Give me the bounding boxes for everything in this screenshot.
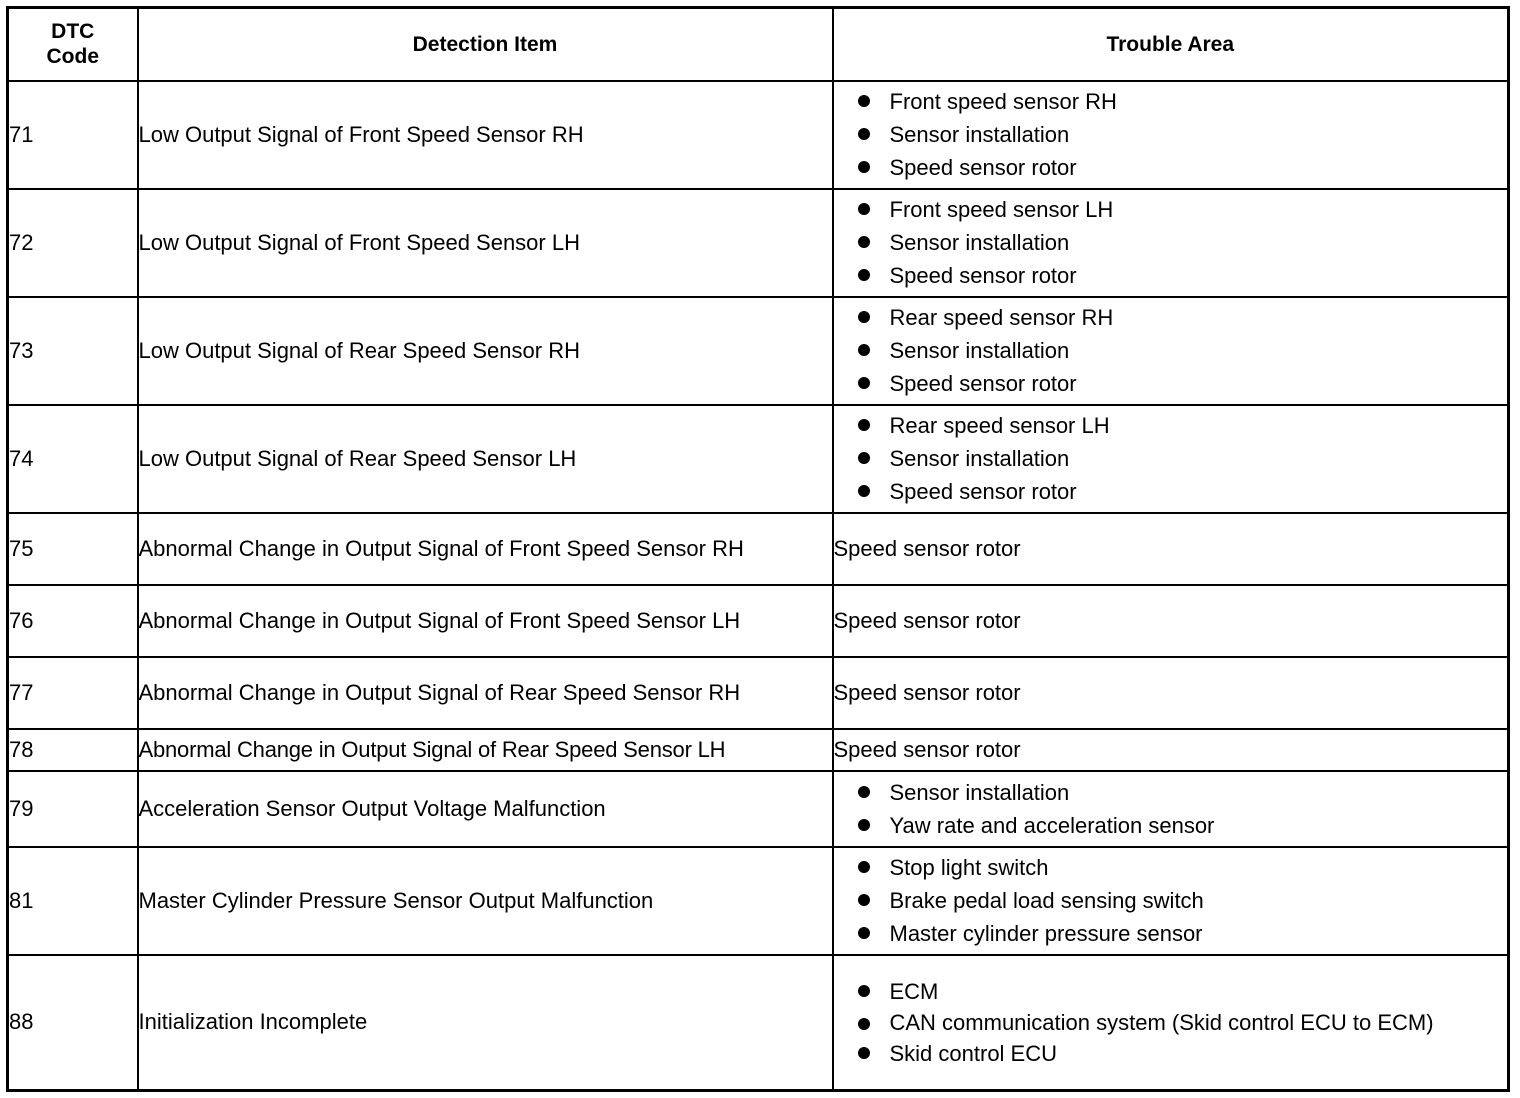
header-detection-item: Detection Item xyxy=(138,8,833,81)
header-trouble-area: Trouble Area xyxy=(833,8,1509,81)
table-row xyxy=(8,81,1509,189)
dtc-code-cell: 88 xyxy=(8,955,138,1091)
table-header-row xyxy=(8,8,1509,81)
dtc-code-cell: 78 xyxy=(8,729,138,771)
trouble-area-item: Sensor installation xyxy=(858,226,1508,259)
trouble-area-list xyxy=(834,193,1508,292)
detection-item-cell: Acceleration Sensor Output Voltage Malfunction xyxy=(138,771,833,847)
dtc-code-cell: 74 xyxy=(8,405,138,513)
dtc-code-cell: 71 xyxy=(8,81,138,189)
detection-item-cell: Low Output Signal of Front Speed Sensor LH xyxy=(138,189,833,297)
header-dtc-code-line1: DTC xyxy=(51,20,95,44)
detection-item-cell: Abnormal Change in Output Signal of Rear Speed Sensor RH xyxy=(138,657,833,729)
trouble-area-item: Sensor installation xyxy=(858,334,1508,367)
trouble-area-item: Speed sensor rotor xyxy=(858,151,1508,184)
trouble-area-item: Master cylinder pressure sensor xyxy=(858,917,1508,950)
trouble-area-cell: Speed sensor rotor xyxy=(833,585,1509,657)
detection-item-cell: Low Output Signal of Rear Speed Sensor RH xyxy=(138,297,833,405)
dtc-code-cell: 77 xyxy=(8,657,138,729)
table-row xyxy=(8,955,1509,1091)
detection-item-cell: Abnormal Change in Output Signal of Front Speed Sensor RH xyxy=(138,513,833,585)
trouble-area-item: Sensor installation xyxy=(858,442,1508,475)
trouble-area-list xyxy=(834,301,1508,400)
trouble-area-cell xyxy=(833,81,1509,189)
detection-item-cell: Initialization Incomplete xyxy=(138,955,833,1091)
table-row xyxy=(8,297,1509,405)
trouble-area-cell xyxy=(833,771,1509,847)
trouble-area-cell xyxy=(833,405,1509,513)
table-row xyxy=(8,657,1509,729)
trouble-area-cell xyxy=(833,847,1509,955)
table-row xyxy=(8,189,1509,297)
trouble-area-item: Speed sensor rotor xyxy=(858,475,1508,508)
trouble-area-cell: Speed sensor rotor xyxy=(833,657,1509,729)
detection-item-cell: Abnormal Change in Output Signal of Front Speed Sensor LH xyxy=(138,585,833,657)
trouble-area-item: Skid control ECU xyxy=(858,1037,1508,1070)
dtc-table xyxy=(6,6,1510,1092)
detection-item-cell: Abnormal Change in Output Signal of Rear Speed Sensor LH xyxy=(138,729,833,771)
trouble-area-item: Front speed sensor RH xyxy=(858,85,1508,118)
trouble-area-item: Rear speed sensor LH xyxy=(858,409,1508,442)
header-dtc-code xyxy=(8,8,138,81)
trouble-area-item: Yaw rate and acceleration sensor xyxy=(858,809,1508,842)
table-row xyxy=(8,771,1509,847)
table-row xyxy=(8,513,1509,585)
trouble-area-item: Speed sensor rotor xyxy=(858,367,1508,400)
table-row xyxy=(8,729,1509,771)
trouble-area-cell: Speed sensor rotor xyxy=(833,513,1509,585)
detection-item-cell: Low Output Signal of Rear Speed Sensor LH xyxy=(138,405,833,513)
table-row xyxy=(8,847,1509,955)
detection-item-cell: Low Output Signal of Front Speed Sensor RH xyxy=(138,81,833,189)
trouble-area-item: Stop light switch xyxy=(858,851,1508,884)
trouble-area-item: Sensor installation xyxy=(858,118,1508,151)
trouble-area-item: CAN communication system (Skid control ECU to ECM) xyxy=(858,1008,1508,1037)
trouble-area-item: ECM xyxy=(858,975,1508,1008)
trouble-area-cell xyxy=(833,189,1509,297)
dtc-code-cell: 79 xyxy=(8,771,138,847)
trouble-area-list xyxy=(834,85,1508,184)
trouble-area-item: Front speed sensor LH xyxy=(858,193,1508,226)
trouble-area-cell: Speed sensor rotor xyxy=(833,729,1509,771)
trouble-area-list xyxy=(834,776,1508,842)
trouble-area-list xyxy=(834,975,1508,1070)
trouble-area-item: Speed sensor rotor xyxy=(858,259,1508,292)
trouble-area-item: Brake pedal load sensing switch xyxy=(858,884,1508,917)
trouble-area-list xyxy=(834,851,1508,950)
dtc-code-cell: 72 xyxy=(8,189,138,297)
dtc-code-cell: 75 xyxy=(8,513,138,585)
header-dtc-code-line2: Code xyxy=(46,45,99,69)
trouble-area-cell xyxy=(833,955,1509,1091)
table-row xyxy=(8,585,1509,657)
trouble-area-item: Sensor installation xyxy=(858,776,1508,809)
trouble-area-cell xyxy=(833,297,1509,405)
detection-item-cell: Master Cylinder Pressure Sensor Output Malfunction xyxy=(138,847,833,955)
dtc-code-cell: 76 xyxy=(8,585,138,657)
dtc-code-cell: 81 xyxy=(8,847,138,955)
table-row xyxy=(8,405,1509,513)
trouble-area-item: Rear speed sensor RH xyxy=(858,301,1508,334)
dtc-code-cell: 73 xyxy=(8,297,138,405)
trouble-area-list xyxy=(834,409,1508,508)
